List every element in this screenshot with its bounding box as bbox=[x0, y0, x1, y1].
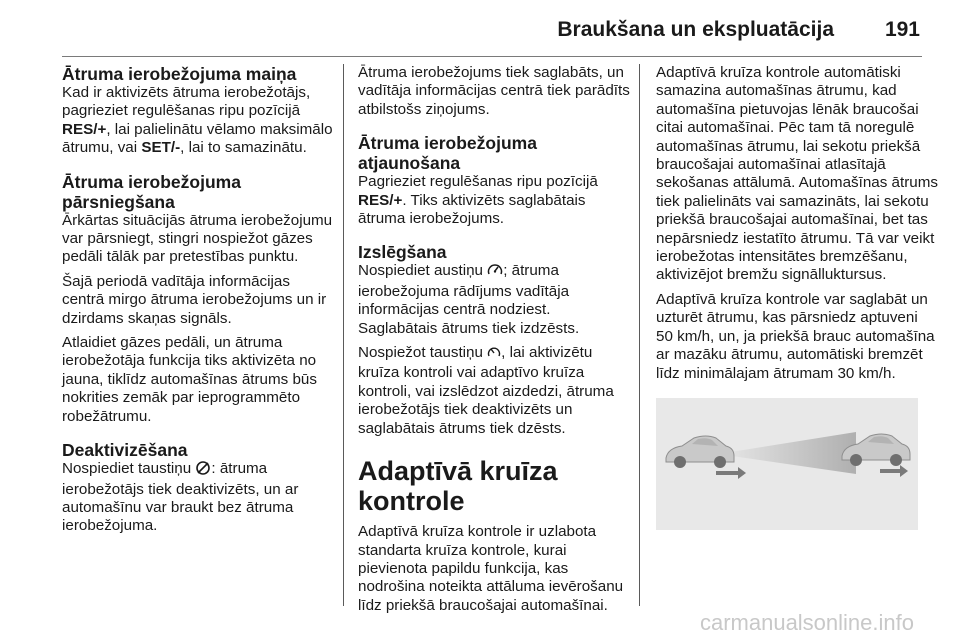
cruise-control-icon bbox=[487, 345, 501, 364]
acc-illustration bbox=[656, 398, 918, 530]
heading-speed-limit-resume: Ātruma ierobežojuma atjaunošana bbox=[358, 133, 537, 174]
column-divider bbox=[343, 64, 344, 606]
heading-adaptive-cruise-control: Adaptīvā kruīza kontrole bbox=[358, 456, 558, 517]
column-middle bbox=[358, 64, 634, 621]
paragraph: Šajā periodā vadītāja informācijas centrā mirgo ātruma ierobežojums un ir dzirdams skaņas signāls. bbox=[62, 272, 327, 327]
paragraph: Pagrieziet regulēšanas ripu pozīcijā RES/+. Tiks aktivizēts saglabātais ātruma ierobežojums. bbox=[358, 173, 598, 228]
paragraph: Adaptīvā kruīza kontrole automātiski samazina automašīnas ātrumu, kad automašīna pietuvojas lēnāk braucošai citai automašīnai. Pēc tam tā noregulē automašīnas ātrumu, lai sekotu priekšā braucošajai automašīnai atlasītajā sekošanas attālumā. Automašīnas ātrums tiek palielināts vai samazināts, lai sekotu priekšā braucošajai automašīnai, bet tas nepārsniedz iestatīto ātrumu. Tā var veikt ierobežotas intensitātes bremzēšanu, aktivizējot bremžu signālluktursus. bbox=[656, 64, 938, 284]
page-number: 191 bbox=[884, 18, 920, 41]
header-divider bbox=[62, 56, 922, 57]
watermark: carmanualsonline.info bbox=[699, 610, 914, 635]
paragraph: Atlaidiet gāzes pedāli, un ātruma ierobežotāja funkcija tiks aktivizēta no jauna, tiklīdz automašīnas ātrums būs nokrities zemāk par ieprogrammēto robežātrumu. bbox=[62, 334, 317, 425]
paragraph: Nospiediet austiņu ; ātruma ierobežojuma rādījums vadītāja informācijas centrā nodziest. Saglabātais ātrums tiek izdzēsts. bbox=[358, 262, 580, 337]
paragraph: Kad ir aktivizēts ātruma ierobežotājs, pagrieziet regulēšanas ripu pozīcijā RES/+, lai palielinātu vēlamo maksimālo ātrumu, vai SET/-, lai to samazinātu. bbox=[62, 84, 333, 157]
column-divider bbox=[639, 64, 640, 606]
direction-arrow-icon bbox=[716, 467, 746, 479]
page-header bbox=[0, 0, 960, 56]
paragraph: Nospiediet taustiņu : ātruma ierobežotājs tiek deaktivizēts, un ar automašīnu var braukt bez ātruma ierobežojuma. bbox=[62, 460, 299, 535]
direction-arrow-icon bbox=[880, 465, 908, 477]
column-right bbox=[656, 64, 938, 530]
paragraph: Nospiežot taustiņu , lai aktivizētu kruīza kontroli vai adaptīvo kruīza kontroli, vai izslēdzot aizdedzi, ātruma ierobežotājs tiek deaktivizēts un saglabātais ātrums tiek dzēsts. bbox=[358, 344, 614, 437]
section-title: Braukšana un ekspluatācija bbox=[557, 18, 834, 41]
heading-speed-limit-exceed: Ātruma ierobežojuma pārsniegšana bbox=[62, 171, 241, 212]
heading-switch-off: Izslēgšana bbox=[358, 242, 447, 263]
paragraph: Adaptīvā kruīza kontrole ir uzlabota standarta kruīza kontrole, kurai pievienota papildu funkcija, kas nodrošina noteikta attāluma ievērošanu līdz priekšā braucošajai automašīnai. bbox=[358, 523, 624, 614]
speed-limiter-off-icon bbox=[195, 461, 211, 480]
paragraph: Adaptīvā kruīza kontrole var saglabāt un uzturēt ātrumu, kas pārsniedz aptuveni 50 km/h, un, ja priekšā brauc automašīna ar mazāku ātrumu, automātiski bremzēt līdz minimālajam ātrumam 30 km/h. bbox=[656, 290, 935, 382]
heading-deactivation: Deaktivizēšana bbox=[62, 440, 188, 461]
speed-limiter-icon bbox=[487, 263, 503, 282]
paragraph: Ātruma ierobežojums tiek saglabāts, un vadītāja informācijas centrā tiek parādīts atbilstošs ziņojums. bbox=[358, 64, 630, 118]
column-left bbox=[62, 64, 334, 542]
paragraph: Ārkārtas situācijās ātruma ierobežojumu var pārsniegt, stingri nospiežot gāzes pedāli tālāk par pretestības punktu. bbox=[62, 211, 333, 266]
following-car-icon bbox=[666, 436, 734, 468]
heading-speed-limit-change: Ātruma ierobežojuma maiņa bbox=[62, 64, 297, 84]
